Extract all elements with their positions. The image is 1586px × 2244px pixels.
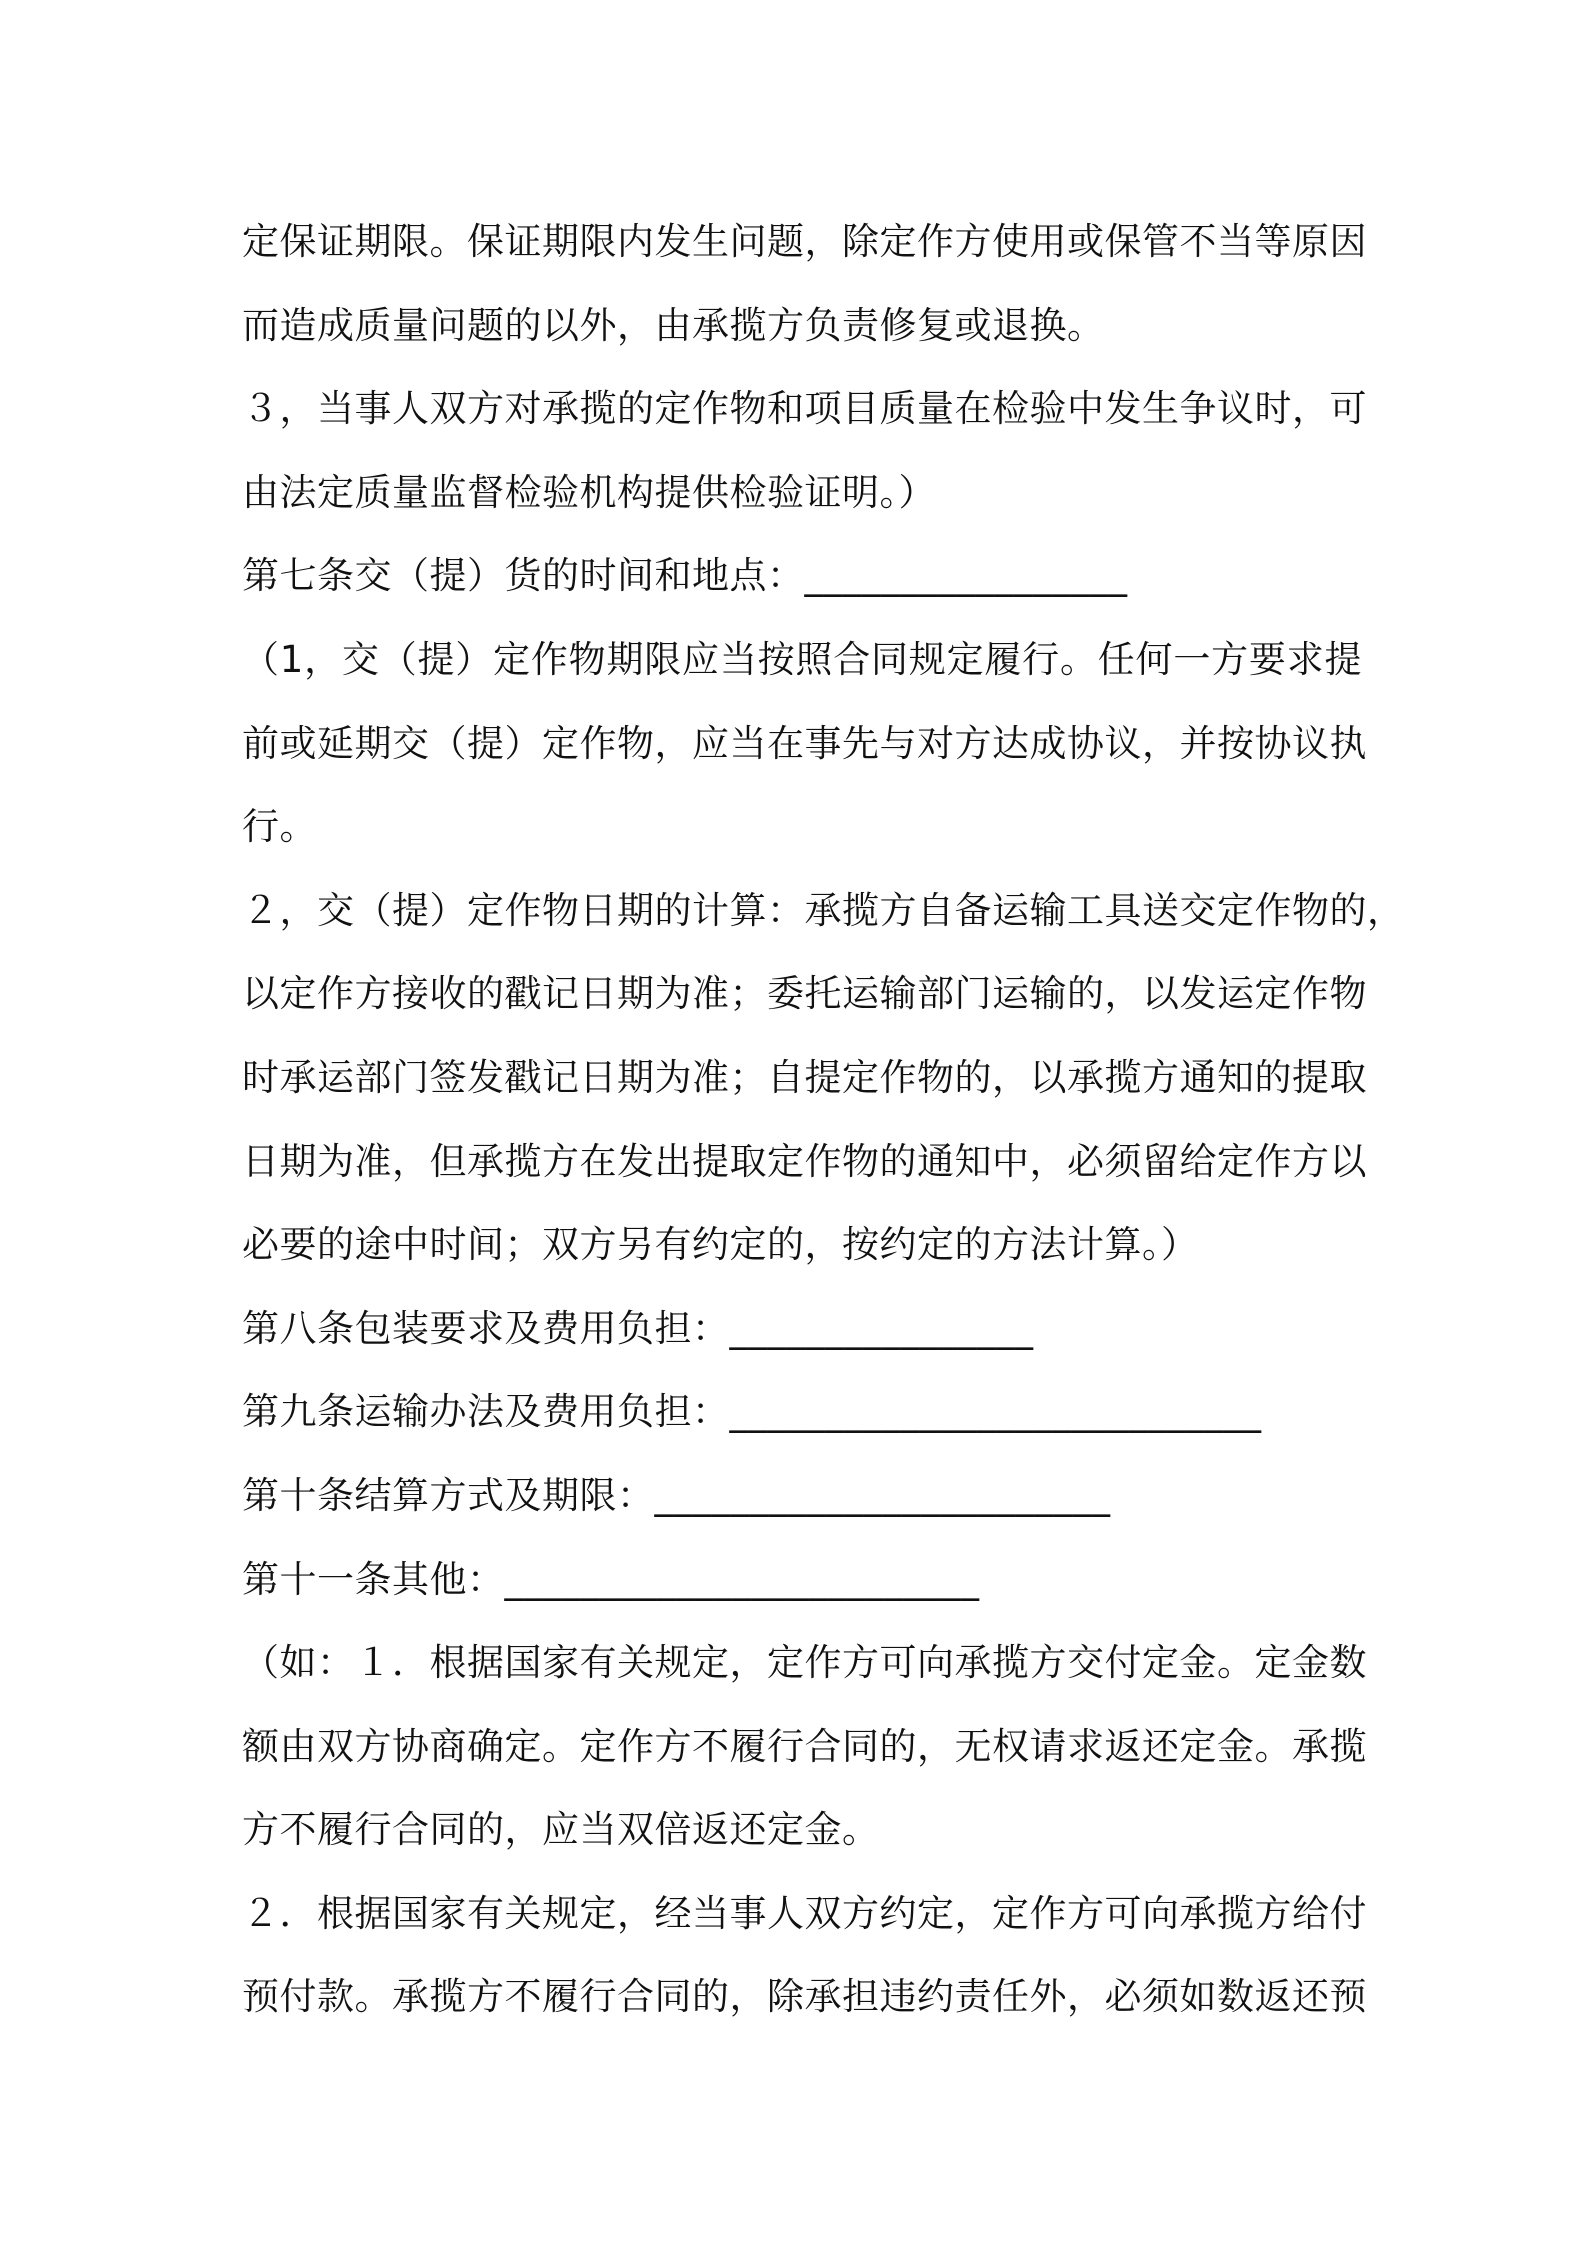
document-line: 第十一条其他：_________________________ (242, 1557, 980, 1601)
document-line: 由法定质量监督检验机构提供检验证明。） (242, 470, 936, 514)
document-body (242, 200, 1405, 2039)
document-line: 而造成质量问题的以外，由承揽方负责修复或退换。 (242, 303, 1105, 347)
document-line: 额由双方协商确定。定作方不履行合同的，无权请求返还定金。承揽 (242, 1724, 1367, 1768)
document-line: 行。 (242, 805, 317, 849)
document-line: 第八条包装要求及费用负担：________________ (242, 1306, 1034, 1350)
document-line: 第七条交（提）货的时间和地点：_________________ (242, 554, 1128, 598)
document-line: ２．根据国家有关规定，经当事人双方约定，定作方可向承揽方给付 (242, 1891, 1367, 1935)
document-line: 定保证期限。保证期限内发生问题，除定作方使用或保管不当等原因 (242, 220, 1367, 263)
document-line: 第九条运输办法及费用负担：____________________________ (242, 1390, 1262, 1434)
document-line: 必要的途中时间；双方另有约定的，按约定的方法计算。） (242, 1223, 1199, 1267)
document-line: 时承运部门签发戳记日期为准；自提定作物的，以承揽方通知的提取 (242, 1055, 1367, 1099)
document-line: （如：１．根据国家有关规定，定作方可向承揽方交付定金。定金数 (242, 1641, 1367, 1685)
document-line: 方不履行合同的，应当双倍返还定金。 (242, 1808, 880, 1852)
document-line: ３，当事人双方对承揽的定作物和项目质量在检验中发生争议时，可 (242, 387, 1367, 431)
document-line: ２，交（提）定作物日期的计算：承揽方自备运输工具送交定作物的， (242, 888, 1405, 932)
document-line: 第十条结算方式及期限：________________________ (242, 1473, 1111, 1517)
document-line: 日期为准，但承揽方在发出提取定作物的通知中，必须留给定作方以 (242, 1139, 1367, 1183)
document-line: 以定作方接收的戳记日期为准；委托运输部门运输的，以发运定作物 (242, 972, 1367, 1016)
document-line: （1，交（提）定作物期限应当按照合同规定履行。任何一方要求提 (242, 637, 1362, 681)
document-line: 预付款。承揽方不履行合同的，除承担违约责任外，必须如数返还预 (242, 1975, 1367, 2019)
document-line: 前或延期交（提）定作物，应当在事先与对方达成协议，并按协议执 (242, 721, 1367, 765)
